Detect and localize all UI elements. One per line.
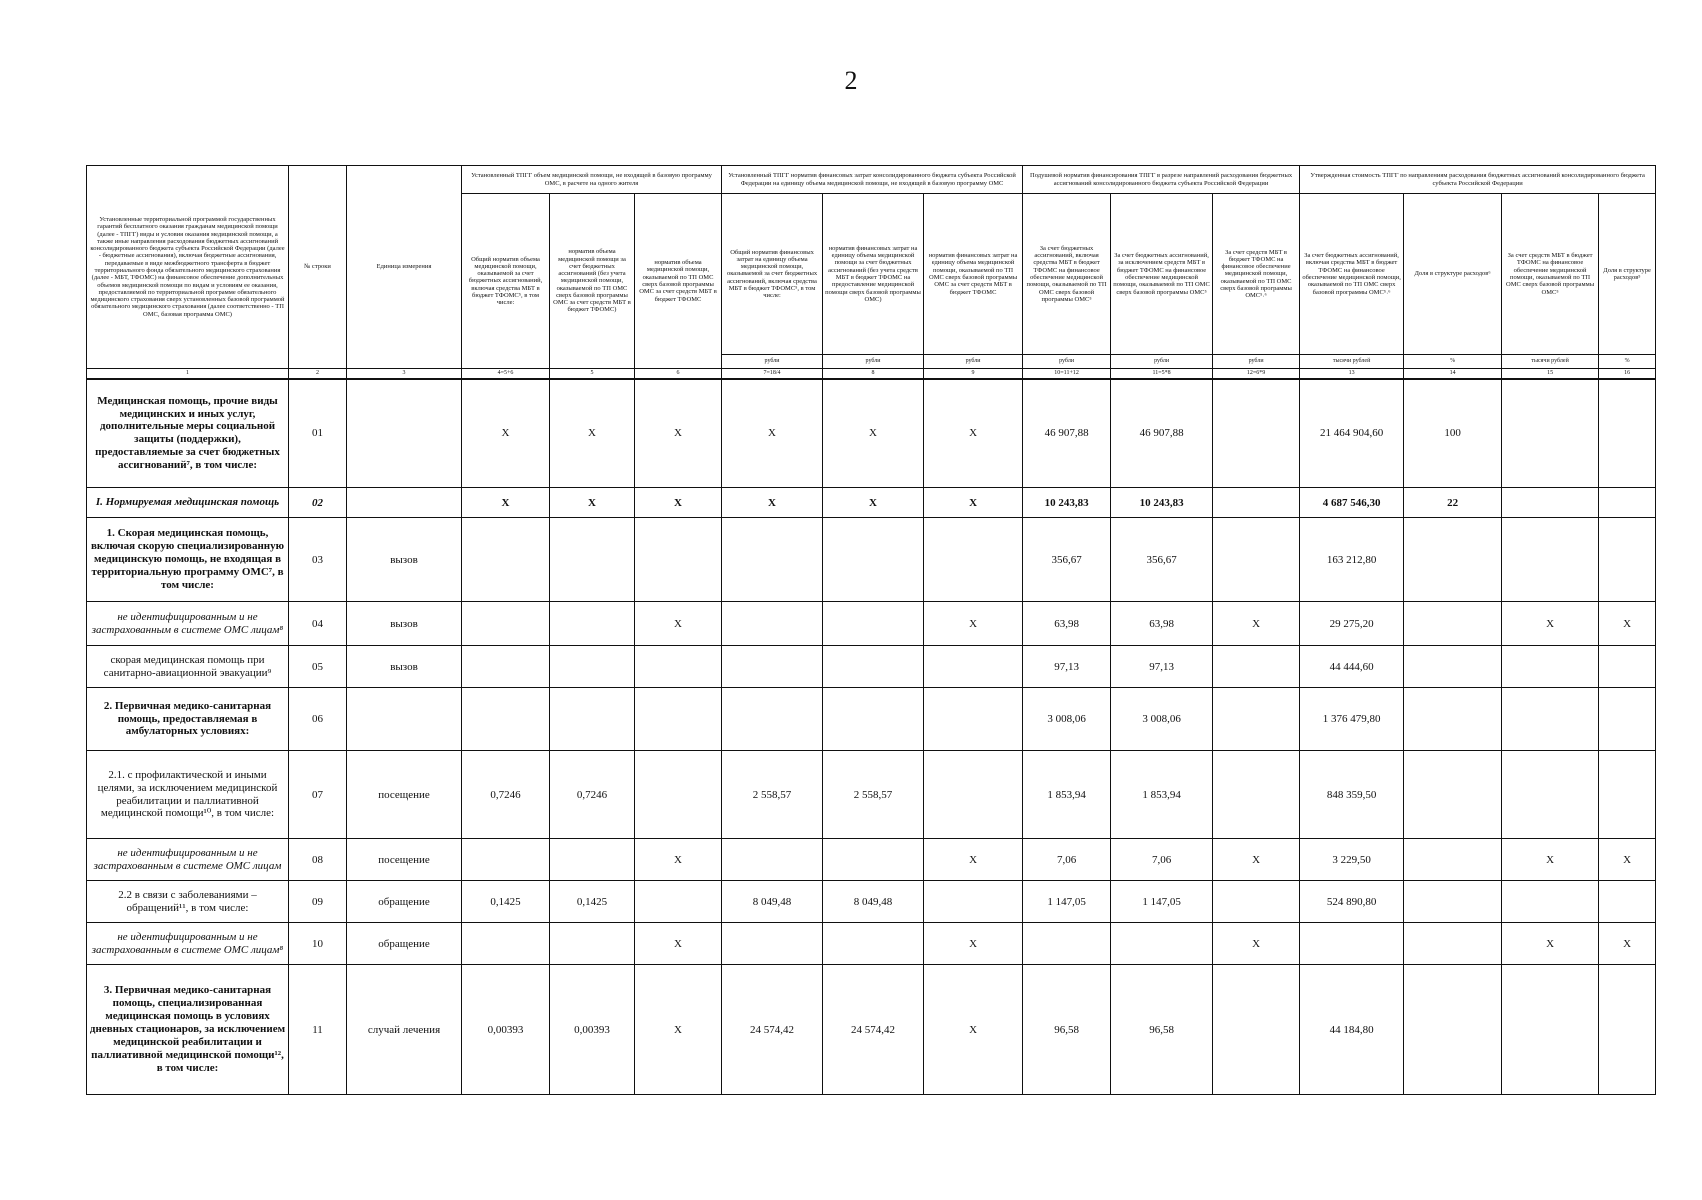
table-row	[87, 923, 1656, 965]
table-row	[87, 602, 1656, 646]
cell-c14: 100	[1404, 379, 1502, 488]
cell-c10: 97,13	[1023, 646, 1111, 688]
cell-c13	[1300, 923, 1404, 965]
column-number: 9	[924, 369, 1023, 379]
page-number: 2	[844, 66, 858, 95]
unit-col-12: рубли	[1213, 355, 1300, 369]
cell-c14: 22	[1404, 488, 1502, 518]
unit-col-8: рубли	[823, 355, 924, 369]
header-group-cost: Установленный ТПГГ норматив финансовых затрат консолидированного бюджета субъекта Российской Федерации на единицу объема медицинской помощи, не входящей в базовую программу ОМС	[722, 166, 1023, 194]
row-name: не идентифицированным и не застрахованным в системе ОМС лицам⁸	[87, 602, 289, 646]
cell-c12	[1213, 379, 1300, 488]
cell-c16	[1599, 688, 1656, 751]
unit-col-7: рубли	[722, 355, 823, 369]
header-col-11: За счет бюджетных ассигнований, за исключением средств МБТ в бюджет ТФОМС на финансовое обеспечение медицинской помощи, оказываемой по ТП ОМС сверх базовой программы ОМС⁵	[1111, 194, 1213, 355]
row-unit: обращение	[347, 923, 462, 965]
cell-c7	[722, 839, 823, 881]
row-code: 11	[289, 965, 347, 1095]
cell-c16	[1599, 379, 1656, 488]
cell-c14	[1404, 751, 1502, 839]
column-number: 15	[1502, 369, 1599, 379]
cell-c9	[924, 518, 1023, 602]
cell-c15	[1502, 751, 1599, 839]
cell-c10: 10 243,83	[1023, 488, 1111, 518]
cell-c9: X	[924, 965, 1023, 1095]
header-col-9: норматив финансовых затрат на единицу объема медицинской помощи, оказываемой по ТП ОМС сверх базовой программы ОМС за счет средств МБТ в бюджет ТФОМС	[924, 194, 1023, 355]
cell-c10: 7,06	[1023, 839, 1111, 881]
cell-c16: X	[1599, 923, 1656, 965]
cell-c15	[1502, 965, 1599, 1095]
header-col-10: За счет бюджетных ассигнований, включая средства МБТ в бюджет ТФОМС на финансовое обеспечение медицинской помощи, оказываемой по ТП ОМС сверх базовой программы ОМС⁵	[1023, 194, 1111, 355]
row-code: 08	[289, 839, 347, 881]
column-number: 1	[87, 369, 289, 379]
cell-c15: X	[1502, 839, 1599, 881]
table-row	[87, 488, 1656, 518]
row-unit	[347, 688, 462, 751]
cell-c13: 21 464 904,60	[1300, 379, 1404, 488]
cell-c7	[722, 923, 823, 965]
cell-c6: X	[635, 923, 722, 965]
header-col-8: норматив финансовых затрат на единицу объема медицинской помощи за счет бюджетных ассигнований (без учета средств МБТ в бюджет ТФОМС на предоставление медицинской помощи сверх базовой программы ОМС)	[823, 194, 924, 355]
row-name: не идентифицированным и не застрахованным в системе ОМС лицам⁸	[87, 923, 289, 965]
cell-c16	[1599, 881, 1656, 923]
table-row	[87, 518, 1656, 602]
column-number: 14	[1404, 369, 1502, 379]
header-group-percapita: Подушевой норматив финансирования ТПГГ в разрезе направлений расходования бюджетных ассигнований консолидированного бюджета субъекта Российской Федерации	[1023, 166, 1300, 194]
cell-c4	[462, 518, 550, 602]
cell-c16: X	[1599, 602, 1656, 646]
cell-c6	[635, 881, 722, 923]
cell-c7	[722, 688, 823, 751]
cell-c16	[1599, 646, 1656, 688]
cell-c16: X	[1599, 839, 1656, 881]
cell-c4: X	[462, 488, 550, 518]
row-code: 01	[289, 379, 347, 488]
header-group-approved: Утвержденная стоимость ТПГГ по направлениям расходования бюджетных ассигнований консолидированного бюджета субъекта Российской Федерации	[1300, 166, 1656, 194]
column-number: 8	[823, 369, 924, 379]
column-number: 3	[347, 369, 462, 379]
row-unit: вызов	[347, 518, 462, 602]
cell-c13: 163 212,80	[1300, 518, 1404, 602]
cell-c5	[550, 602, 635, 646]
cell-c6: X	[635, 488, 722, 518]
cell-c5: 0,1425	[550, 881, 635, 923]
cell-c7	[722, 646, 823, 688]
unit-col-11: рубли	[1111, 355, 1213, 369]
cell-c13: 44 444,60	[1300, 646, 1404, 688]
row-name: скорая медицинская помощь при санитарно-авиационной эвакуации⁹	[87, 646, 289, 688]
cell-c5: 0,7246	[550, 751, 635, 839]
cell-c12	[1213, 751, 1300, 839]
unit-col-13: тысячи рублей	[1300, 355, 1404, 369]
cell-c9	[924, 646, 1023, 688]
header-unit: Единица измерения	[347, 166, 462, 369]
cell-c6: X	[635, 839, 722, 881]
cell-c14	[1404, 881, 1502, 923]
cell-c4: 0,7246	[462, 751, 550, 839]
header-row-number: № строки	[289, 166, 347, 369]
column-number: 6	[635, 369, 722, 379]
cell-c15	[1502, 518, 1599, 602]
cell-c15	[1502, 488, 1599, 518]
cell-c12	[1213, 518, 1300, 602]
cell-c4	[462, 839, 550, 881]
row-code: 06	[289, 688, 347, 751]
cell-c6	[635, 646, 722, 688]
cell-c6: X	[635, 602, 722, 646]
cell-c4: 0,1425	[462, 881, 550, 923]
row-code: 05	[289, 646, 347, 688]
row-unit: вызов	[347, 646, 462, 688]
cell-c7	[722, 602, 823, 646]
cell-c4: 0,00393	[462, 965, 550, 1095]
column-number: 12=6*9	[1213, 369, 1300, 379]
column-number: 5	[550, 369, 635, 379]
cell-c16	[1599, 751, 1656, 839]
cell-c13: 4 687 546,30	[1300, 488, 1404, 518]
cell-c13: 44 184,80	[1300, 965, 1404, 1095]
cell-c9: X	[924, 602, 1023, 646]
cell-c13: 3 229,50	[1300, 839, 1404, 881]
cell-c12	[1213, 646, 1300, 688]
table-row	[87, 379, 1656, 488]
header-col-16: Доля в структуре расходов⁵	[1599, 194, 1656, 355]
cell-c14	[1404, 688, 1502, 751]
cell-c5	[550, 646, 635, 688]
row-code: 09	[289, 881, 347, 923]
cell-c7: 2 558,57	[722, 751, 823, 839]
unit-col-16: %	[1599, 355, 1656, 369]
row-code: 07	[289, 751, 347, 839]
cell-c10: 63,98	[1023, 602, 1111, 646]
header-col-14: Доля в структуре расходов⁶	[1404, 194, 1502, 355]
cell-c14	[1404, 518, 1502, 602]
table-row	[87, 965, 1656, 1095]
cell-c4	[462, 688, 550, 751]
header-name-column: Установленные территориальной программой государственных гарантий бесплатного оказания гражданам медицинской помощи (далее - ТПГГ) виды и условия оказания медицинской помощи, а также иные направления расходования бюджетных ассигнований консолидированного бюджета субъекта Российской Федерации (далее - бюджетные ассигнования), включая бюджетные ассигнования, передаваемые в виде межбюджетного трансферта в бюджет территориального фонда обязательного медицинского страхования (далее - МБТ, ТФОМС) на финансовое обеспечение дополнительных объемов медицинской помощи по видам и условиям ее оказания, предоставляемой по территориальной программе обязательного медицинского страхования сверх установленных базовой программой обязательного медицинского страхования (далее соответственно - ТП ОМС, базовая программа ОМС)	[87, 166, 289, 369]
cell-c9	[924, 688, 1023, 751]
cell-c11: 96,58	[1111, 965, 1213, 1095]
cell-c12: X	[1213, 839, 1300, 881]
row-name: 2. Первичная медико-санитарная помощь, предоставляемая в амбулаторных условиях:	[87, 688, 289, 751]
cell-c8	[823, 646, 924, 688]
row-code: 03	[289, 518, 347, 602]
row-code: 02	[289, 488, 347, 518]
cell-c6	[635, 751, 722, 839]
header-col-4: Общий норматив объема медицинской помощи, оказываемой за счет бюджетных ассигнований, включая средства МБТ в бюджет ТФОМС⁵, в том числе:	[462, 194, 550, 369]
row-name: не идентифицированным и не застрахованным в системе ОМС лицам	[87, 839, 289, 881]
cell-c16	[1599, 518, 1656, 602]
cell-c15	[1502, 688, 1599, 751]
cell-c16	[1599, 488, 1656, 518]
row-unit: посещение	[347, 839, 462, 881]
cell-c15	[1502, 646, 1599, 688]
table-row	[87, 839, 1656, 881]
cell-c9: X	[924, 488, 1023, 518]
cell-c13: 29 275,20	[1300, 602, 1404, 646]
cell-c14	[1404, 965, 1502, 1095]
cell-c14	[1404, 602, 1502, 646]
row-unit	[347, 379, 462, 488]
cell-c11: 63,98	[1111, 602, 1213, 646]
cell-c6: X	[635, 965, 722, 1095]
row-name: 3. Первичная медико-санитарная помощь, специализированная медицинская помощь в условиях дневных стационаров, за исключением медицинской реабилитации и паллиативной медицинской помощи¹², в том числе:	[87, 965, 289, 1095]
cell-c10	[1023, 923, 1111, 965]
row-name: 1. Скорая медицинская помощь, включая скорую специализированную медицинскую помощь, не входящая в территориальную программу ОМС⁷, в том числе:	[87, 518, 289, 602]
cell-c9: X	[924, 923, 1023, 965]
cell-c9	[924, 751, 1023, 839]
table-row	[87, 881, 1656, 923]
cell-c5: X	[550, 379, 635, 488]
column-number: 13	[1300, 369, 1404, 379]
row-unit: посещение	[347, 751, 462, 839]
row-unit: обращение	[347, 881, 462, 923]
cell-c13: 1 376 479,80	[1300, 688, 1404, 751]
cell-c8	[823, 923, 924, 965]
cell-c12	[1213, 688, 1300, 751]
cell-c9: X	[924, 839, 1023, 881]
cell-c10: 3 008,06	[1023, 688, 1111, 751]
cell-c13: 524 890,80	[1300, 881, 1404, 923]
cell-c16	[1599, 965, 1656, 1095]
cell-c14	[1404, 839, 1502, 881]
row-name: Медицинская помощь, прочие виды медицинских и иных услуг, дополнительные меры социальной защиты (поддержки), предоставляемые за счет бюджетных ассигнований⁷, в том числе:	[87, 379, 289, 488]
cell-c12	[1213, 488, 1300, 518]
financing-table	[86, 165, 1656, 1095]
cell-c11: 1 147,05	[1111, 881, 1213, 923]
cell-c4	[462, 602, 550, 646]
table-row	[87, 751, 1656, 839]
cell-c8	[823, 839, 924, 881]
column-number: 16	[1599, 369, 1656, 379]
column-number: 4=5+6	[462, 369, 550, 379]
header-col-5: норматив объема медицинской помощи за счет бюджетных ассигнований (без учета медицинской помощи, оказываемой по ТП ОМС сверх базовой программы ОМС за счет средств МБТ в бюджет ТФОМС)	[550, 194, 635, 369]
cell-c11: 1 853,94	[1111, 751, 1213, 839]
row-unit: случай лечения	[347, 965, 462, 1095]
cell-c8: 2 558,57	[823, 751, 924, 839]
cell-c7	[722, 518, 823, 602]
row-name: 2.1. с профилактической и иными целями, за исключением медицинской реабилитации и паллиативной медицинской помощи¹⁰, в том числе:	[87, 751, 289, 839]
cell-c6	[635, 518, 722, 602]
column-number: 10=11+12	[1023, 369, 1111, 379]
cell-c7: X	[722, 488, 823, 518]
unit-col-10: рубли	[1023, 355, 1111, 369]
cell-c5: X	[550, 488, 635, 518]
cell-c11: 10 243,83	[1111, 488, 1213, 518]
cell-c8	[823, 518, 924, 602]
table-header	[87, 166, 1656, 379]
cell-c8	[823, 688, 924, 751]
cell-c4	[462, 646, 550, 688]
cell-c4: X	[462, 379, 550, 488]
cell-c7: 24 574,42	[722, 965, 823, 1095]
row-unit	[347, 488, 462, 518]
unit-col-14: %	[1404, 355, 1502, 369]
row-name: I. Нормируемая медицинская помощь	[87, 488, 289, 518]
cell-c8: X	[823, 379, 924, 488]
cell-c11: 7,06	[1111, 839, 1213, 881]
header-col-6: норматив объема медицинской помощи, оказываемой по ТП ОМС сверх базовой программы ОМС за счет средств МБТ в бюджет ТФОМС	[635, 194, 722, 369]
cell-c12	[1213, 881, 1300, 923]
cell-c4	[462, 923, 550, 965]
cell-c15	[1502, 379, 1599, 488]
cell-c10: 356,67	[1023, 518, 1111, 602]
cell-c5	[550, 518, 635, 602]
header-group-volume: Установленный ТПГГ объем медицинской помощи, не входящей в базовую программу ОМС, в расчете на одного жителя	[462, 166, 722, 194]
cell-c10: 1 853,94	[1023, 751, 1111, 839]
cell-c10: 46 907,88	[1023, 379, 1111, 488]
table-row	[87, 646, 1656, 688]
cell-c13: 848 359,50	[1300, 751, 1404, 839]
row-code: 10	[289, 923, 347, 965]
header-col-13: За счет бюджетных ассигнований, включая средства МБТ в бюджет ТФОМС на финансовое обеспечение медицинской помощи, оказываемой по ТП ОМС сверх базовой программы ОМС⁵˒⁶	[1300, 194, 1404, 355]
cell-c7: X	[722, 379, 823, 488]
cell-c5	[550, 688, 635, 751]
cell-c11: 46 907,88	[1111, 379, 1213, 488]
cell-c8: 8 049,48	[823, 881, 924, 923]
row-unit: вызов	[347, 602, 462, 646]
column-number: 7=18/4	[722, 369, 823, 379]
unit-col-9: рубли	[924, 355, 1023, 369]
column-number: 2	[289, 369, 347, 379]
cell-c5	[550, 839, 635, 881]
cell-c12: X	[1213, 602, 1300, 646]
cell-c9: X	[924, 379, 1023, 488]
cell-c6	[635, 688, 722, 751]
cell-c10: 96,58	[1023, 965, 1111, 1095]
cell-c11: 356,67	[1111, 518, 1213, 602]
cell-c9	[924, 881, 1023, 923]
cell-c12	[1213, 965, 1300, 1095]
column-number: 11=5*8	[1111, 369, 1213, 379]
cell-c10: 1 147,05	[1023, 881, 1111, 923]
row-name: 2.2 в связи с заболеваниями – обращений¹¹, в том числе:	[87, 881, 289, 923]
cell-c11	[1111, 923, 1213, 965]
cell-c15	[1502, 881, 1599, 923]
cell-c15: X	[1502, 923, 1599, 965]
cell-c8: 24 574,42	[823, 965, 924, 1095]
table-body	[87, 379, 1656, 1095]
cell-c8	[823, 602, 924, 646]
header-col-12: За счет средств МБТ в бюджет ТФОМС на финансовое обеспечение медицинской помощи, оказываемой по ТП ОМС сверх базовой программы ОМС⁵˒⁶	[1213, 194, 1300, 355]
cell-c14	[1404, 923, 1502, 965]
cell-c11: 97,13	[1111, 646, 1213, 688]
column-numbers-row	[87, 369, 1656, 379]
header-col-7: Общий норматив финансовых затрат на единицу объема медицинской помощи, оказываемой за счет бюджетных ассигнований, включая средства МБТ в бюджет ТФОМС⁵, в том числе:	[722, 194, 823, 355]
unit-col-15: тысячи рублей	[1502, 355, 1599, 369]
row-code: 04	[289, 602, 347, 646]
cell-c5	[550, 923, 635, 965]
cell-c6: X	[635, 379, 722, 488]
cell-c15: X	[1502, 602, 1599, 646]
table-row	[87, 688, 1656, 751]
header-col-15: За счет средств МБТ в бюджет ТФОМС на финансовое обеспечение медицинской помощи, оказываемой по ТП ОМС сверх базовой программы ОМС⁵	[1502, 194, 1599, 355]
cell-c5: 0,00393	[550, 965, 635, 1095]
cell-c11: 3 008,06	[1111, 688, 1213, 751]
cell-c7: 8 049,48	[722, 881, 823, 923]
cell-c14	[1404, 646, 1502, 688]
cell-c8: X	[823, 488, 924, 518]
cell-c12: X	[1213, 923, 1300, 965]
